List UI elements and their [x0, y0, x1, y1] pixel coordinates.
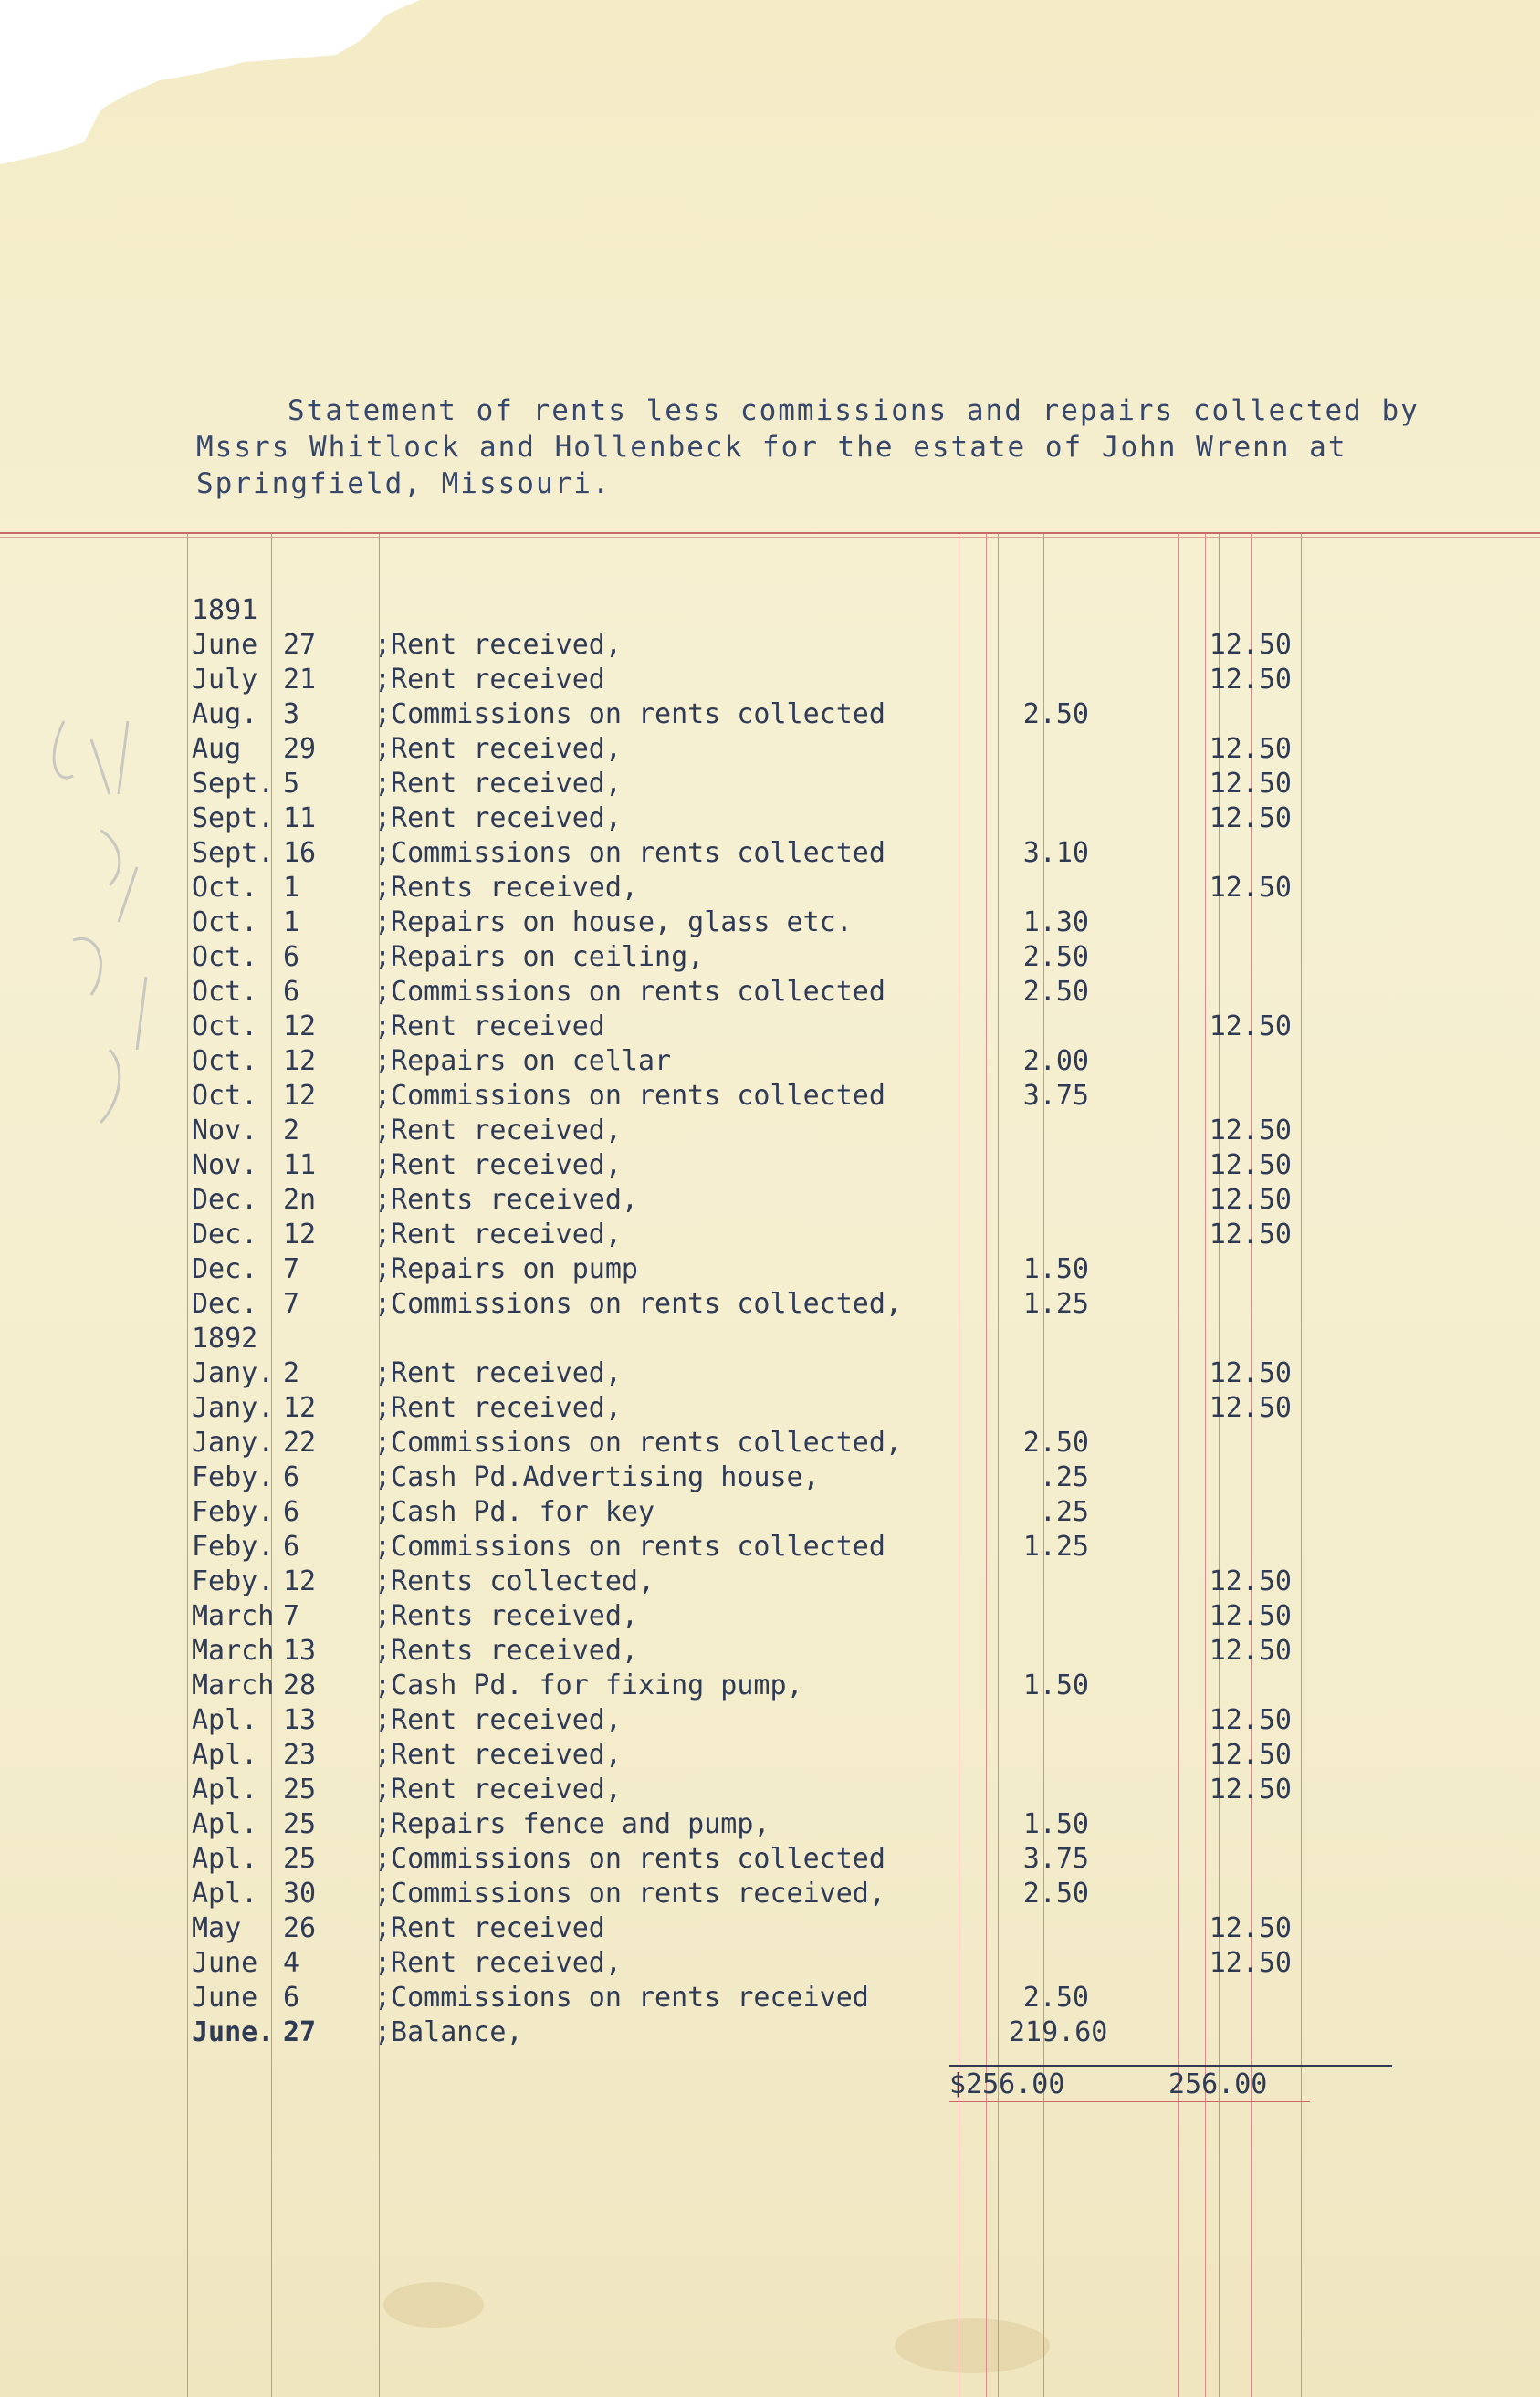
entry-description: ;Rent received,: [374, 1774, 622, 1806]
ledger-row: [0, 663, 1540, 697]
entry-month: June: [192, 1947, 258, 1979]
entry-description: ;Rent received: [374, 1912, 605, 1944]
entry-credit: 12.50: [1209, 1357, 1292, 1389]
entry-debit: 2.50: [1022, 976, 1089, 1008]
entry-month: Jany.: [192, 1392, 275, 1424]
ledger-row: [0, 1460, 1540, 1495]
entry-description: ;Rent received,: [374, 768, 622, 800]
entry-description: ;Repairs on cellar: [374, 1045, 672, 1077]
ledger-row: [0, 1391, 1540, 1426]
ledger-row: [0, 1010, 1540, 1044]
paper-stain: [895, 2318, 1050, 2373]
entry-month: Oct.: [192, 1080, 258, 1112]
entry-debit: 2.50: [1022, 1982, 1089, 2014]
entry-day: 7: [283, 1600, 300, 1632]
entry-month: Sept.: [192, 837, 275, 869]
entry-credit: 12.50: [1209, 1392, 1292, 1424]
ledger-row: [0, 697, 1540, 732]
entry-day: 2: [283, 1357, 300, 1389]
entry-day: 6: [283, 1496, 300, 1528]
ledger-row: [0, 905, 1540, 940]
entry-description: ;Rent received,: [374, 1149, 622, 1181]
entry-month: Apl.: [192, 1704, 258, 1736]
entry-month: Apl.: [192, 1843, 258, 1875]
ledger-row: [0, 1773, 1540, 1807]
entry-credit: 12.50: [1209, 1115, 1292, 1146]
entry-day: 12: [283, 1565, 317, 1597]
entry-description: ;Repairs on ceiling,: [374, 941, 705, 973]
entry-description: ;Commissions on rents collected: [374, 1531, 885, 1563]
entry-month: Aug.: [192, 698, 258, 730]
ledger-row: [0, 1703, 1540, 1738]
entry-month: Nov.: [192, 1115, 258, 1146]
entry-day: 2n: [283, 1184, 317, 1216]
entry-month: 1892: [192, 1323, 258, 1355]
ledger-row: [0, 1356, 1540, 1391]
ledger-row: [0, 1044, 1540, 1079]
entry-month: June: [192, 629, 258, 661]
entry-credit: 12.50: [1209, 1912, 1292, 1944]
top-red-rule-2: [0, 537, 1540, 538]
entry-day: 6: [283, 1531, 300, 1563]
entry-debit: 3.75: [1022, 1080, 1089, 1112]
ledger-row: [0, 1495, 1540, 1530]
entry-description: ;Cash Pd. for fixing pump,: [374, 1670, 803, 1701]
entry-description: ;Rent received: [374, 1010, 605, 1042]
entry-month: Oct.: [192, 872, 258, 904]
entry-month: March: [192, 1670, 275, 1701]
ledger-row: [0, 801, 1540, 836]
entry-day: 25: [283, 1808, 317, 1840]
ledger-row: [0, 1981, 1540, 2015]
ledger-row: [0, 1738, 1540, 1773]
ledger-row: [0, 1322, 1540, 1356]
entry-credit: 12.50: [1209, 664, 1292, 696]
entry-day: 12: [283, 1045, 317, 1077]
entry-description: ;Commissions on rents received,: [374, 1878, 885, 1910]
entry-description: ;Commissions on rents collected,: [374, 1427, 902, 1459]
ledger-row: [0, 1287, 1540, 1322]
entry-day: 11: [283, 802, 317, 834]
entry-month: Oct.: [192, 941, 258, 973]
entry-debit: 219.60: [1009, 2016, 1108, 2048]
entry-month: Dec.: [192, 1288, 258, 1320]
ledger-row: [0, 732, 1540, 767]
entry-description: ;Cash Pd.Advertising house,: [374, 1461, 820, 1493]
ledger-row: [0, 1530, 1540, 1565]
entry-description: ;Commissions on rents collected: [374, 1843, 885, 1875]
entry-day: 3: [283, 698, 300, 730]
heading-line-2: Mssrs Whitlock and Hollenbeck for the estate of John Wrenn at: [196, 431, 1347, 464]
entry-credit: 12.50: [1209, 872, 1292, 904]
entry-credit: 12.50: [1209, 802, 1292, 834]
ledger-row: [0, 1426, 1540, 1460]
entry-credit: 12.50: [1209, 1600, 1292, 1632]
entry-debit: 1.50: [1022, 1253, 1089, 1285]
entry-description: ;Cash Pd. for key: [374, 1496, 655, 1528]
entry-description: ;Commissions on rents collected: [374, 1080, 885, 1112]
entry-month: 1891: [192, 594, 258, 626]
entry-day: 2: [283, 1115, 300, 1146]
entry-day: 6: [283, 1461, 300, 1493]
ledger-row: [0, 1911, 1540, 1946]
entry-day: 13: [283, 1704, 317, 1736]
entry-debit: 3.75: [1022, 1843, 1089, 1875]
paper-stain: [383, 2282, 484, 2328]
entry-debit: 1.50: [1022, 1670, 1089, 1701]
top-red-rule: [0, 532, 1540, 534]
entry-description: ;Commissions on rents collected: [374, 698, 885, 730]
entry-debit: 1.50: [1022, 1808, 1089, 1840]
entry-month: Sept.: [192, 768, 275, 800]
entry-day: 25: [283, 1843, 317, 1875]
entry-month: Dec.: [192, 1253, 258, 1285]
entry-description: ;Rent received,: [374, 1219, 622, 1251]
entry-day: 11: [283, 1149, 317, 1181]
entry-day: 12: [283, 1080, 317, 1112]
entry-credit: 12.50: [1209, 1219, 1292, 1251]
entry-month: Apl.: [192, 1774, 258, 1806]
entry-day: 27: [283, 629, 317, 661]
entry-month: Feby.: [192, 1461, 275, 1493]
ledger-row: [0, 1634, 1540, 1669]
heading-line-1: Statement of rents less commissions and repairs collected by: [288, 394, 1420, 427]
ledger-row: [0, 1565, 1540, 1599]
ledger-row: [0, 871, 1540, 905]
entry-description: ;Rent received: [374, 664, 605, 696]
ledger-row: [0, 1946, 1540, 1981]
entry-description: ;Commissions on rents received: [374, 1982, 869, 2014]
entry-day: 22: [283, 1427, 317, 1459]
ledger-row: [0, 1807, 1540, 1842]
ledger-row: [0, 1218, 1540, 1252]
credit-total: 256.00: [1168, 2068, 1268, 2100]
entry-description: ;Commissions on rents collected: [374, 976, 885, 1008]
debit-total: $256.00: [949, 2068, 1065, 2100]
entry-day: 29: [283, 733, 317, 765]
entry-description: ;Commissions on rents collected,: [374, 1288, 902, 1320]
entry-day: 7: [283, 1253, 300, 1285]
ledger-row: [0, 940, 1540, 975]
entry-month: Oct.: [192, 976, 258, 1008]
entry-month: Jany.: [192, 1357, 275, 1389]
entry-debit: 2.50: [1022, 1427, 1089, 1459]
entry-month: Oct.: [192, 1045, 258, 1077]
ledger-row: [0, 1183, 1540, 1218]
entry-month: June: [192, 1982, 258, 2014]
entry-description: ;Rents received,: [374, 872, 638, 904]
entry-day: 5: [283, 768, 300, 800]
entry-month: Feby.: [192, 1531, 275, 1563]
entry-day: 4: [283, 1947, 300, 1979]
ledger-row: [0, 1669, 1540, 1703]
entry-month: Feby.: [192, 1496, 275, 1528]
entry-credit: 12.50: [1209, 1565, 1292, 1597]
entry-debit: .25: [1039, 1461, 1089, 1493]
entry-debit: 1.30: [1022, 906, 1089, 938]
entry-debit: 2.50: [1022, 1878, 1089, 1910]
entry-credit: 12.50: [1209, 629, 1292, 661]
entry-debit: 2.50: [1022, 941, 1089, 973]
entry-day: 12: [283, 1392, 317, 1424]
entry-credit: 12.50: [1209, 1774, 1292, 1806]
entry-day: 12: [283, 1010, 317, 1042]
entry-debit: 3.10: [1022, 837, 1089, 869]
ledger-row: [0, 1148, 1540, 1183]
ledger-row: [0, 593, 1540, 628]
entry-debit: 2.00: [1022, 1045, 1089, 1077]
ledger-row: [0, 1252, 1540, 1287]
entry-description: ;Rent received,: [374, 629, 622, 661]
entry-day: 13: [283, 1635, 317, 1667]
entry-month: Aug: [192, 733, 242, 765]
entry-month: Apl.: [192, 1808, 258, 1840]
entry-description: ;Rents received,: [374, 1184, 638, 1216]
ledger-row: [0, 2015, 1540, 2050]
torn-corner: [0, 0, 420, 183]
entry-month: Apl.: [192, 1739, 258, 1771]
entry-description: ;Rent received,: [374, 733, 622, 765]
entry-description: ;Rents received,: [374, 1635, 638, 1667]
entry-debit: .25: [1039, 1496, 1089, 1528]
statement-heading: [196, 393, 1420, 502]
entry-debit: 1.25: [1022, 1531, 1089, 1563]
entry-day: 21: [283, 664, 317, 696]
ledger-row: [0, 1842, 1540, 1877]
entry-credit: 12.50: [1209, 1635, 1292, 1667]
entry-month: Oct.: [192, 1010, 258, 1042]
entry-description: ;Repairs fence and pump,: [374, 1808, 770, 1840]
entry-credit: 12.50: [1209, 1704, 1292, 1736]
entry-day: 26: [283, 1912, 317, 1944]
entry-credit: 12.50: [1209, 1739, 1292, 1771]
entry-credit: 12.50: [1209, 768, 1292, 800]
entry-day: 7: [283, 1288, 300, 1320]
entry-day: 6: [283, 976, 300, 1008]
entry-day: 25: [283, 1774, 317, 1806]
entry-day: 1: [283, 872, 300, 904]
ledger-row: [0, 975, 1540, 1010]
entry-credit: 12.50: [1209, 733, 1292, 765]
entry-day: 6: [283, 941, 300, 973]
entry-description: ;Rent received,: [374, 1392, 622, 1424]
entry-day: 12: [283, 1219, 317, 1251]
ledger-row: [0, 1114, 1540, 1148]
entry-description: ;Rent received,: [374, 1739, 622, 1771]
entry-month: May: [192, 1912, 242, 1944]
entry-description: ;Rents collected,: [374, 1565, 655, 1597]
entry-debit: 1.25: [1022, 1288, 1089, 1320]
ledger-row: [0, 1599, 1540, 1634]
heading-line-3: Springfield, Missouri.: [196, 467, 612, 500]
entry-month: July: [192, 664, 258, 696]
entry-day: 28: [283, 1670, 317, 1701]
ledger-row: [0, 628, 1540, 663]
entry-day: 30: [283, 1878, 317, 1910]
entry-credit: 12.50: [1209, 1010, 1292, 1042]
entry-month: Dec.: [192, 1219, 258, 1251]
ledger-row: [0, 1877, 1540, 1911]
entry-month: Feby.: [192, 1565, 275, 1597]
entry-month: Sept.: [192, 802, 275, 834]
entry-description: ;Repairs on house, glass etc.: [374, 906, 853, 938]
ledger-row: [0, 836, 1540, 871]
entry-description: ;Rent received,: [374, 1357, 622, 1389]
entry-description: ;Rents received,: [374, 1600, 638, 1632]
ledger-row: [0, 767, 1540, 801]
entry-day: 23: [283, 1739, 317, 1771]
entry-month: Dec.: [192, 1184, 258, 1216]
entry-day: 1: [283, 906, 300, 938]
entry-day: 16: [283, 837, 317, 869]
entry-month: June.: [192, 2016, 275, 2048]
entry-day: 6: [283, 1982, 300, 2014]
entry-description: ;Commissions on rents collected: [374, 837, 885, 869]
entry-month: Jany.: [192, 1427, 275, 1459]
entry-month: March: [192, 1600, 275, 1632]
entry-debit: 2.50: [1022, 698, 1089, 730]
entry-month: Oct.: [192, 906, 258, 938]
entry-day: 27: [283, 2016, 317, 2048]
entry-description: ;Balance,: [374, 2016, 523, 2048]
entry-description: ;Rent received,: [374, 1947, 622, 1979]
entry-description: ;Rent received,: [374, 1115, 622, 1146]
entry-description: ;Rent received,: [374, 1704, 622, 1736]
ledger-row: [0, 1079, 1540, 1114]
entry-credit: 12.50: [1209, 1149, 1292, 1181]
entry-month: Apl.: [192, 1878, 258, 1910]
entry-description: ;Rent received,: [374, 802, 622, 834]
entry-credit: 12.50: [1209, 1184, 1292, 1216]
entry-credit: 12.50: [1209, 1947, 1292, 1979]
entry-description: ;Repairs on pump: [374, 1253, 638, 1285]
entry-month: March: [192, 1635, 275, 1667]
entry-month: Nov.: [192, 1149, 258, 1181]
